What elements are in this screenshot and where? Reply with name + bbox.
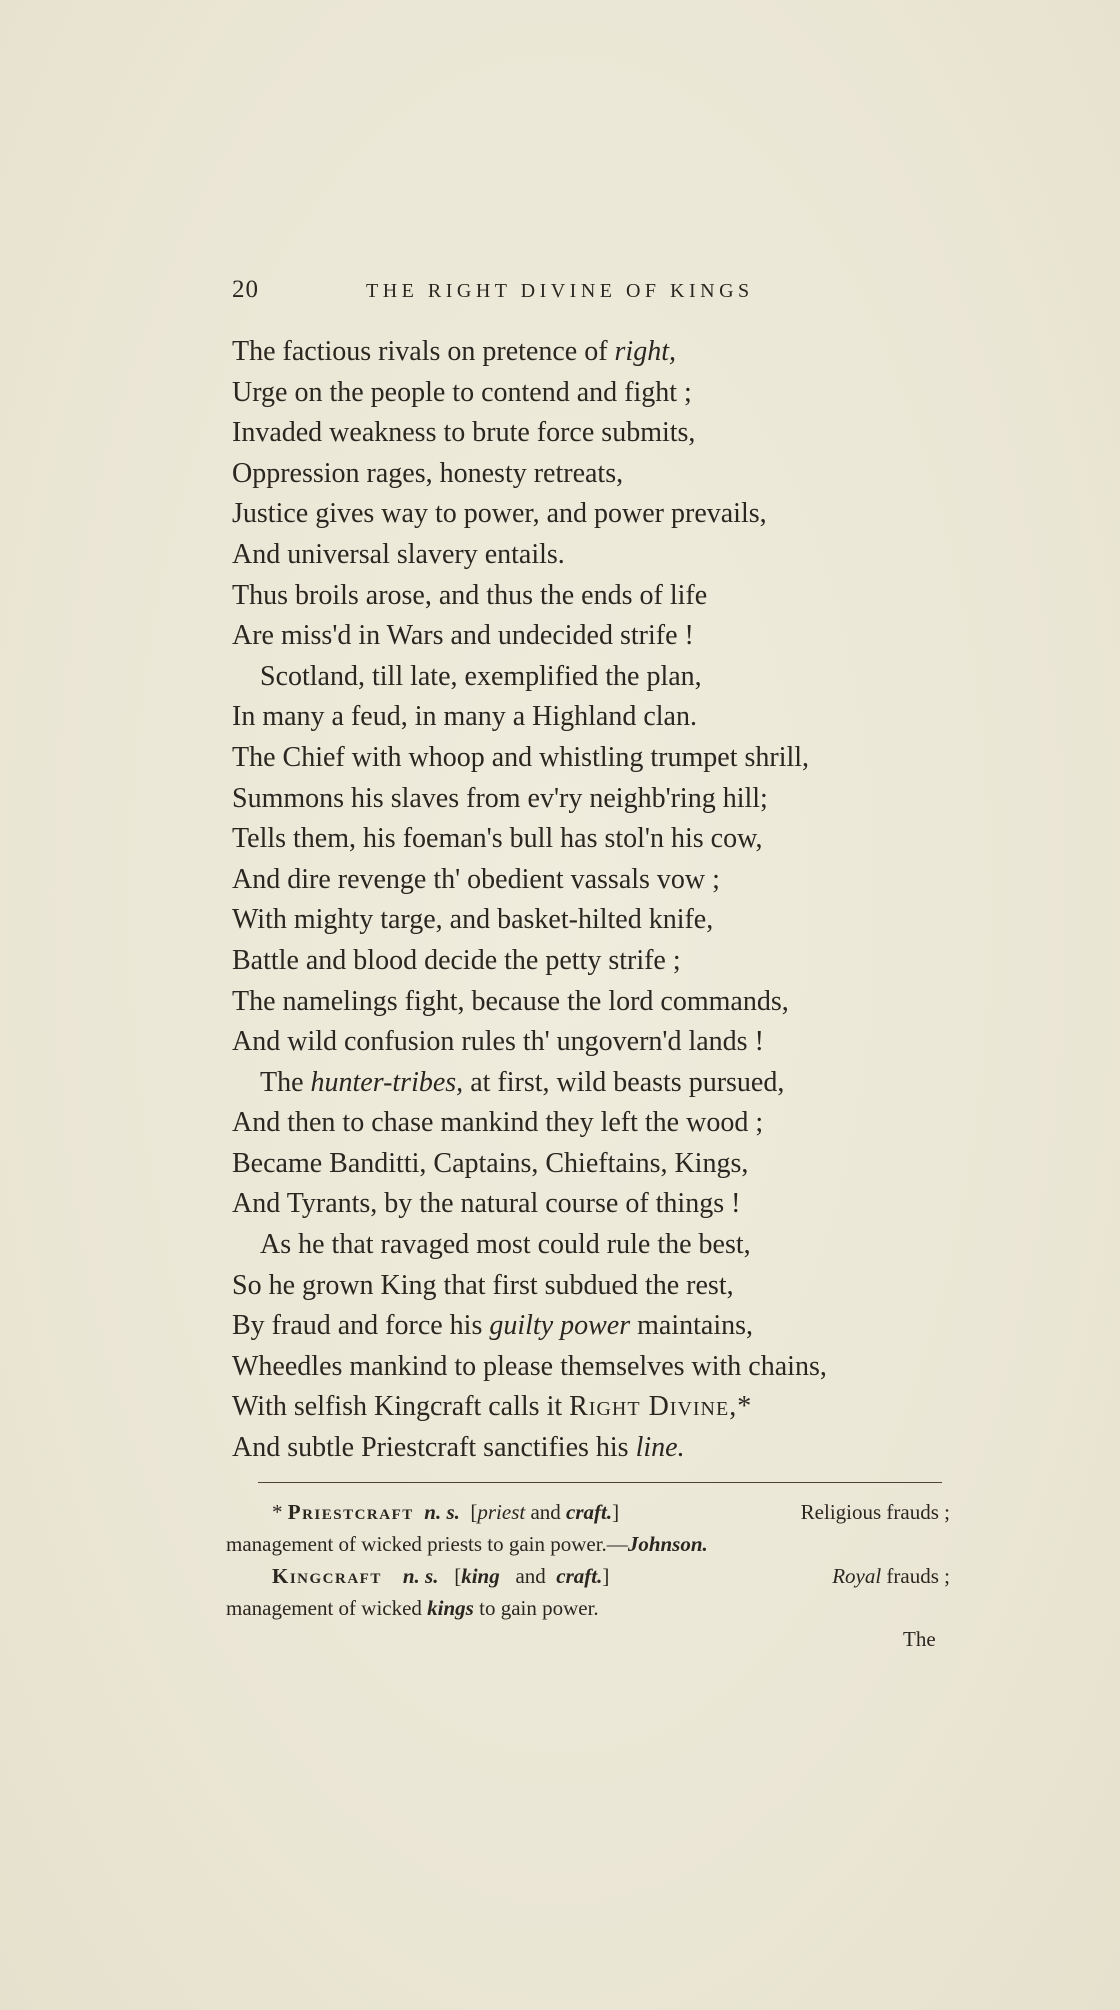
verse-line: As he that ravaged most could rule the best,	[260, 1229, 751, 1261]
verse-line: Oppression rages, honesty retreats,	[232, 457, 624, 489]
footnotes	[226, 1496, 950, 1624]
poem-text	[232, 332, 932, 1469]
verse-line: Tells them, his foeman's bull has stol'n his cow,	[232, 823, 763, 855]
verse-line: And universal slavery entails.	[232, 538, 565, 570]
verse-line: Thus broils arose, and thus the ends of life	[232, 579, 708, 611]
verse-line: The factious rivals on pretence of right,	[232, 336, 676, 367]
page-header	[232, 276, 872, 308]
verse-line: Are miss'd in Wars and undecided strife !	[232, 620, 694, 652]
verse-line: And dire revenge th' obedient vassals vow ;	[232, 863, 720, 895]
verse-line: And wild confusion rules th' ungovern'd lands !	[232, 1026, 764, 1058]
verse-line: Urge on the people to contend and fight ;	[232, 376, 692, 408]
verse-line: Scotland, till late, exemplified the plan,	[260, 660, 702, 692]
verse-line: Became Banditti, Captains, Chieftains, Kings,	[232, 1147, 749, 1179]
verse-line: In many a feud, in many a Highland clan.	[232, 701, 697, 733]
verse-line: Summons his slaves from ev'ry neighb'ring hill;	[232, 782, 768, 814]
verse-line: And then to chase mankind they left the wood ;	[232, 1107, 764, 1139]
verse-line: And Tyrants, by the natural course of things !	[232, 1188, 741, 1220]
verse-line: The Chief with whoop and whistling trumpet shrill,	[232, 741, 810, 773]
verse-line: By fraud and force his guilty power maintains,	[232, 1310, 753, 1342]
verse-line: With mighty targe, and basket-hilted knife,	[232, 904, 714, 936]
verse-line: The namelings fight, because the lord commands,	[232, 985, 789, 1017]
verse-line: Justice gives way to power, and power prevails,	[232, 498, 767, 530]
verse-line: Battle and blood decide the petty strife ;	[232, 944, 681, 976]
verse-line: So he grown King that first subdued the rest,	[232, 1269, 734, 1301]
page-number: 20	[232, 276, 259, 303]
verse-line: And subtle Priestcraft sanctifies his line.	[232, 1432, 685, 1464]
verse-line: Wheedles mankind to please themselves with chains,	[232, 1350, 827, 1382]
footnote-kingcraft-cont: management of wicked kings to gain power.	[226, 1596, 599, 1620]
footnote-priestcraft-cont: management of wicked priests to gain power.—Johnson.	[226, 1532, 708, 1556]
footnote-priestcraft: * Priestcraft n. s. [priest and craft.] Religious frauds ;	[272, 1500, 950, 1524]
verse-line: Invaded weakness to brute force submits,	[232, 417, 696, 449]
catchword: The	[903, 1627, 936, 1651]
footnote-kingcraft: Kingcraft n. s. [king and craft.] Royal frauds ;	[272, 1564, 950, 1588]
verse-line: The hunter-tribes, at first, wild beasts pursued,	[260, 1066, 785, 1098]
footnote-rule	[258, 1482, 942, 1483]
running-head: THE RIGHT DIVINE OF KINGS	[366, 280, 754, 302]
verse-line: With selfish Kingcraft calls it Right Divine,*	[232, 1391, 753, 1423]
